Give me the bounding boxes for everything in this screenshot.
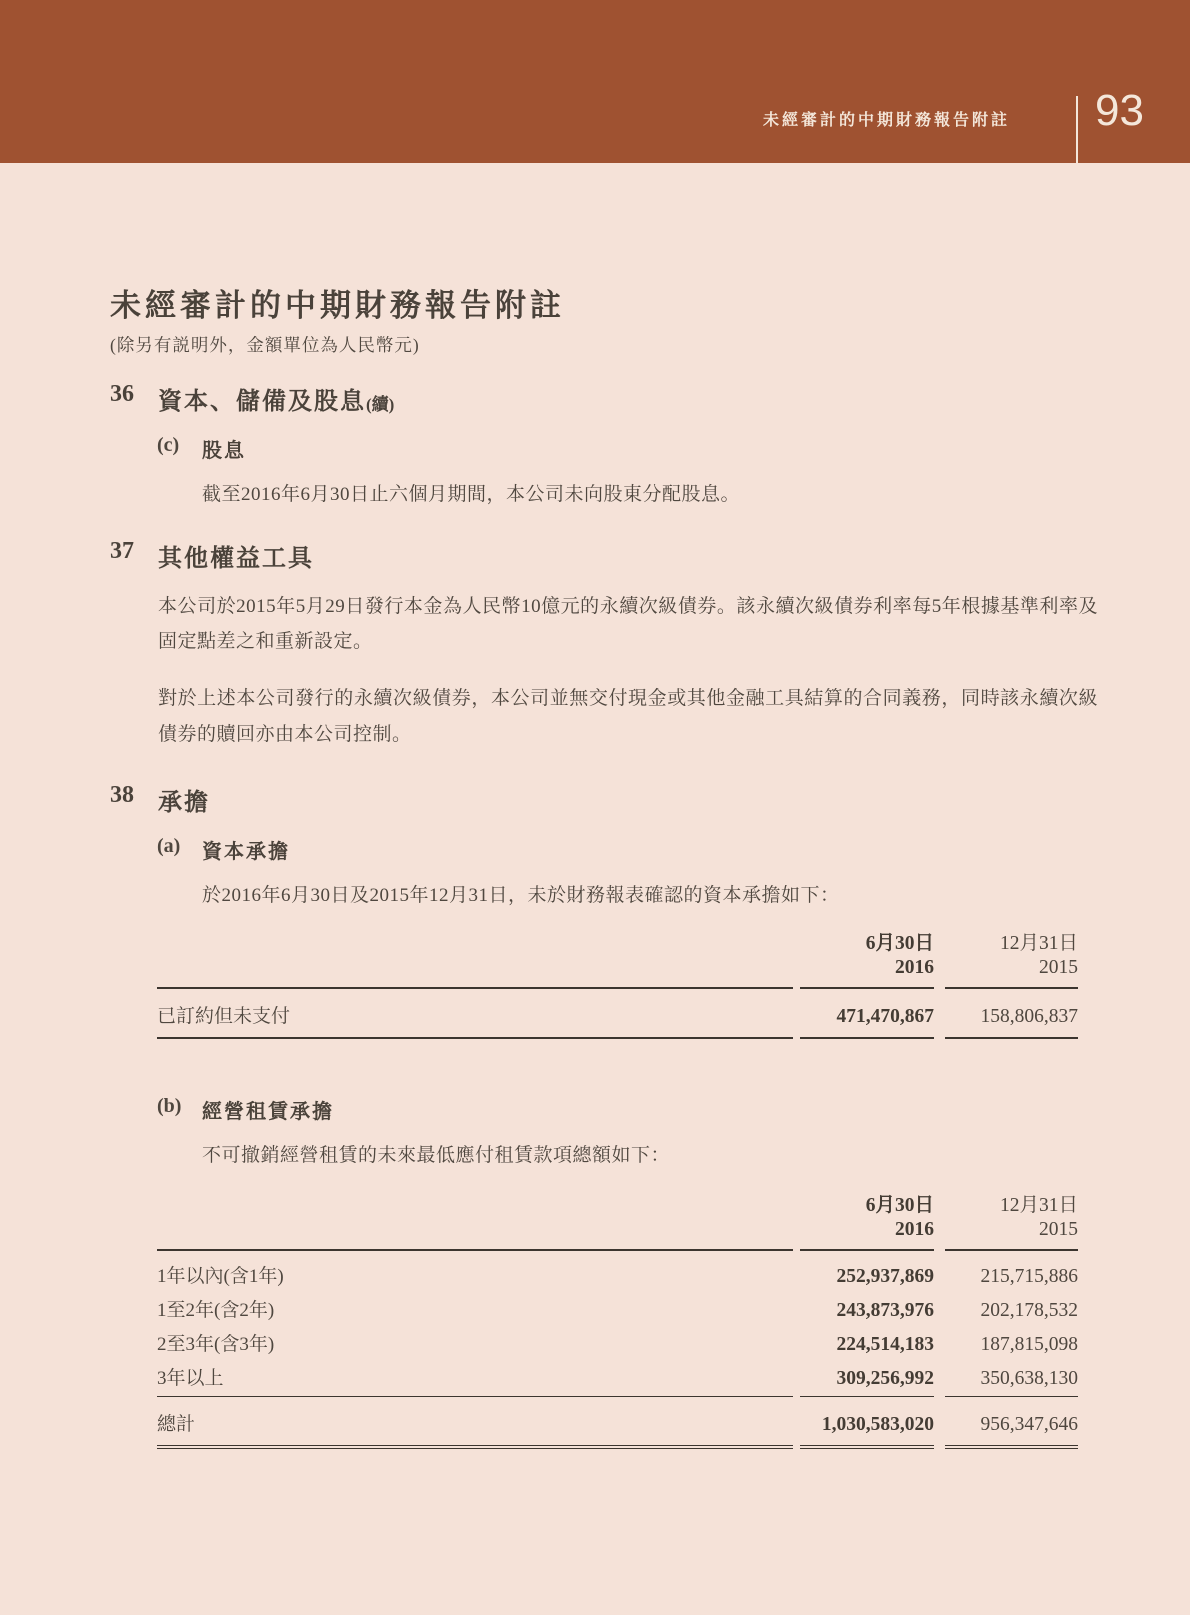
section-37-paragraph-1: 本公司於2015年5月29日發行本金為人民幣10億元的永續次級債券。該永續次級債券利率每5年根據基準利率及固定點差之和重新設定。 <box>158 596 1098 653</box>
operating-lease-commitments-table <box>157 1185 1078 1449</box>
table-a-header-spacer <box>157 957 793 988</box>
table-b-col-2016-year: 2016 <box>800 1219 934 1250</box>
subsection-38b-title: 經營租賃承擔 <box>202 1100 334 1123</box>
row-value-2016: 309,256,992 <box>800 1360 934 1397</box>
section-37-title: 其他權益工具 <box>158 546 314 573</box>
row-value-2016: 471,470,867 <box>800 988 934 1038</box>
subsection-38a-title: 資本承擔 <box>202 840 290 863</box>
row-label: 1年以內(含1年) <box>157 1265 284 1287</box>
subsection-36c-body <box>202 434 1098 512</box>
page-number: 93 <box>1095 86 1144 135</box>
header-divider-line <box>1076 96 1078 163</box>
section-38-number: 38 <box>110 781 134 808</box>
document-title: 未經審計的中期財務報告附註 <box>110 288 565 323</box>
row-label: 已訂約但未支付 <box>157 988 793 1038</box>
running-header-title: 未經審計的中期財務報告附註 <box>762 112 1010 129</box>
row-value-2015: 187,815,098 <box>980 1333 1078 1355</box>
table-row <box>157 1292 1078 1326</box>
table-a-col-2015-date: 12月31日 <box>999 932 1078 954</box>
page-header-band <box>0 0 1190 163</box>
section-36-number: 36 <box>110 381 134 407</box>
section-37-number: 37 <box>110 538 134 565</box>
row-value-2015: 215,715,886 <box>980 1265 1078 1287</box>
row-value-2016: 224,514,183 <box>836 1333 934 1355</box>
section-36-title: 資本、儲備及股息 <box>158 389 366 415</box>
subsection-36c-title: 股息 <box>202 440 246 462</box>
subsection-38a <box>157 835 1098 913</box>
section-38-title: 承擔 <box>158 789 210 816</box>
section-37-paragraph-2: 對於上述本公司發行的永續次級債券，本公司並無交付現金或其他金融工具結算的合同義務，同時該永續次級債券的贖回亦由本公司控制。 <box>158 688 1098 745</box>
document-subtitle: (除另有説明外，金額單位為人民幣元) <box>110 335 420 355</box>
table-a-header-spacer <box>157 923 793 957</box>
total-label: 總計 <box>157 1396 793 1447</box>
section-38-heading <box>110 782 1098 817</box>
capital-commitments-table <box>157 923 1078 1039</box>
subsection-36c <box>157 434 1098 512</box>
section-36-heading <box>110 381 1098 416</box>
table-b-header-spacer <box>157 1219 793 1250</box>
document-content <box>0 280 1190 1449</box>
table-row <box>157 1326 1078 1360</box>
row-value-2016: 243,873,976 <box>836 1299 934 1321</box>
section-37-heading <box>110 538 1098 573</box>
section-37-body <box>158 589 1098 752</box>
total-value-2016: 1,030,583,020 <box>800 1396 934 1447</box>
subsection-36c-paragraph: 截至2016年6月30日止六個月期間，本公司未向股東分配股息。 <box>202 484 741 505</box>
table-b-header-year-row <box>157 1219 1078 1250</box>
subsection-38b <box>157 1095 1098 1173</box>
row-value-2015: 202,178,532 <box>980 1299 1078 1321</box>
subsection-38a-body <box>202 835 1098 913</box>
table-a-header-date-row <box>157 923 1078 957</box>
table-row <box>157 1360 1078 1397</box>
table-b-col-2016-date: 6月30日 <box>865 1194 934 1216</box>
row-label: 3年以上 <box>157 1360 793 1397</box>
row-label: 2至3年(含3年) <box>157 1333 275 1355</box>
table-a-col-2015-year: 2015 <box>945 957 1078 988</box>
subsection-36c-label: (c) <box>157 434 180 456</box>
table-b-header-spacer <box>157 1185 793 1219</box>
subsection-38b-paragraph: 不可撤銷經營租賃的未來最低應付租賃款項總額如下： <box>202 1144 671 1166</box>
row-value-2015: 158,806,837 <box>945 988 1078 1038</box>
table-b-col-2015-year: 2015 <box>945 1219 1078 1250</box>
table-b-col-2015-date: 12月31日 <box>999 1194 1078 1216</box>
total-value-2015: 956,347,646 <box>945 1396 1078 1447</box>
table-a-col-2016-year: 2016 <box>800 957 934 988</box>
table-a-header-year-row <box>157 957 1078 988</box>
section-36-continued-mark: (續) <box>366 395 395 414</box>
row-value-2016: 252,937,869 <box>836 1265 934 1287</box>
subsection-38b-label: (b) <box>157 1094 182 1117</box>
row-value-2015: 350,638,130 <box>945 1360 1078 1397</box>
subsection-38a-label: (a) <box>157 834 181 857</box>
table-row <box>157 988 1078 1038</box>
table-total-row <box>157 1396 1078 1447</box>
table-row <box>157 1250 1078 1292</box>
table-b-header-date-row <box>157 1185 1078 1219</box>
subsection-38b-body <box>202 1095 1098 1173</box>
row-label: 1至2年(含2年) <box>157 1299 275 1321</box>
subsection-38a-paragraph: 於2016年6月30日及2015年12月31日，未於財務報表確認的資本承擔如下： <box>202 884 840 906</box>
table-a-col-2016-date: 6月30日 <box>865 932 934 954</box>
